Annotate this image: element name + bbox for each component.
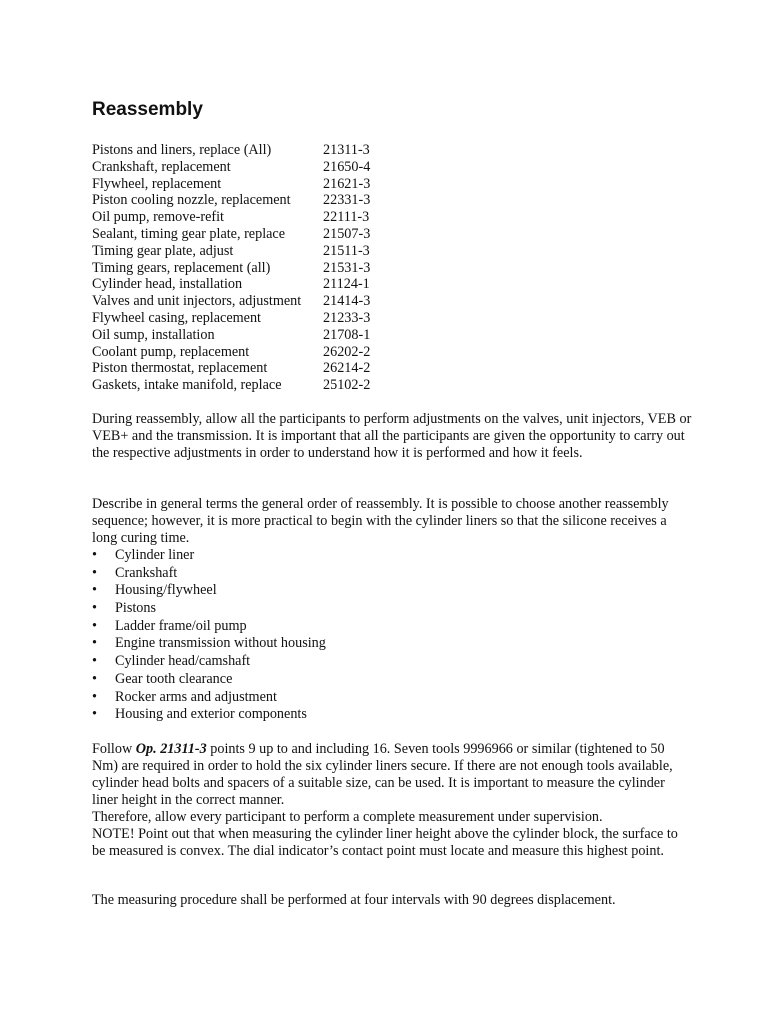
- list-item-text: Gear tooth clearance: [115, 670, 233, 687]
- list-item-text: Housing and exterior components: [115, 706, 307, 723]
- operation-row: [92, 310, 692, 327]
- bullet-icon: •: [92, 706, 97, 723]
- operation-code: 21531-3: [323, 259, 371, 276]
- bullet-icon: •: [92, 617, 97, 634]
- operation-row: [92, 344, 692, 361]
- operation-code: 21650-4: [323, 158, 371, 175]
- list-item: [92, 547, 652, 565]
- list-item: [92, 706, 652, 724]
- list-item-text: Cylinder head/camshaft: [115, 653, 251, 670]
- operation-name: Flywheel casing, replacement: [92, 309, 262, 326]
- operation-name: Coolant pump, replacement: [92, 343, 250, 360]
- operation-code: 22111-3: [323, 209, 370, 226]
- paragraph-measuring-procedure: The measuring procedure shall be performed at four intervals with 90 degrees displacement.: [92, 892, 616, 908]
- paragraph-follow-op: [92, 741, 692, 860]
- operation-code: 21511-3: [323, 242, 370, 259]
- bullet-icon: •: [92, 635, 97, 652]
- operation-row: [92, 159, 692, 176]
- operation-row: [92, 360, 692, 377]
- bullet-icon: •: [92, 600, 97, 617]
- operation-name: Oil pump, remove-refit: [92, 209, 224, 226]
- operation-code: 21621-3: [323, 175, 371, 192]
- operation-name: Cylinder head, installation: [92, 276, 243, 293]
- operation-row: [92, 293, 692, 310]
- operations-list: [92, 142, 692, 394]
- list-item: [92, 582, 652, 600]
- supervision-line: Therefore, allow every participant to perform a complete measurement under supervision.: [92, 809, 603, 825]
- operation-name: Piston thermostat, replacement: [92, 360, 268, 377]
- operation-row: [92, 276, 692, 293]
- list-item: [92, 600, 652, 618]
- list-item-text: Engine transmission without housing: [115, 635, 326, 652]
- operation-row: [92, 192, 692, 209]
- list-item-text: Rocker arms and adjustment: [115, 688, 277, 705]
- operation-name: Pistons and liners, replace (All): [92, 142, 272, 158]
- operation-row: [92, 327, 692, 344]
- operation-row: [92, 226, 692, 243]
- operation-row: [92, 377, 692, 394]
- list-item-text: Ladder frame/oil pump: [115, 617, 247, 634]
- operation-code: 21311-3: [323, 142, 370, 158]
- bullet-icon: •: [92, 670, 97, 687]
- list-item-text: Crankshaft: [115, 564, 178, 581]
- operation-name: Sealant, timing gear plate, replace: [92, 225, 286, 242]
- reassembly-order-list: [92, 547, 652, 724]
- operation-code: 21124-1: [323, 276, 370, 293]
- op-reference: Op. 21311-3: [135, 741, 207, 757]
- operation-name: Oil sump, installation: [92, 326, 215, 343]
- operation-name: Piston cooling nozzle, replacement: [92, 192, 291, 209]
- note-line: NOTE! Point out that when measuring the cylinder liner height above the cylinder block, the surface to be measured is convex. The dial indicator’s contact point must locate and measure this highest point.: [92, 826, 678, 859]
- follow-lead: Follow: [92, 741, 136, 757]
- operation-code: 25102-2: [323, 377, 371, 394]
- operation-row: [92, 243, 692, 260]
- follow-rest: points 9 up to and including 16. Seven tools 9996966 or similar (tightened to 50 Nm) are required in order to hold the six cylinder liners secure. If there are not enough tools available, cylinder head bolts and spacers of a suitable size, can be used. It is important to measure the cylinder liner height in the correct manner.: [92, 741, 673, 808]
- list-item-text: Pistons: [115, 600, 157, 617]
- bullet-icon: •: [92, 564, 97, 581]
- list-item: [92, 565, 652, 583]
- bullet-icon: •: [92, 547, 97, 563]
- paragraph-reassembly-order: Describe in general terms the general order of reassembly. It is possible to choose another reassembly sequence; however, it is more practical to begin with the cylinder liners so that the silicone receives a long curing time.: [92, 496, 669, 546]
- operation-name: Gaskets, intake manifold, replace: [92, 377, 282, 394]
- operation-name: Flywheel, replacement: [92, 175, 222, 192]
- page-title: Reassembly: [92, 99, 203, 120]
- operation-code: 21507-3: [323, 225, 371, 242]
- operation-row: [92, 176, 692, 193]
- list-item-text: Housing/flywheel: [115, 582, 217, 599]
- operation-name: Valves and unit injectors, adjustment: [92, 293, 302, 310]
- bullet-icon: •: [92, 688, 97, 705]
- list-item: [92, 653, 652, 671]
- list-item: [92, 689, 652, 707]
- operation-row: [92, 142, 692, 159]
- paragraph-adjustments: During reassembly, allow all the participants to perform adjustments on the valves, unit injectors, VEB or VEB+ and the transmission. It is important that all the participants are given the opportunity to carry out the respective adjustments in order to understand how it is performed and how it feels.: [92, 411, 692, 461]
- list-item-text: Cylinder liner: [115, 547, 195, 563]
- operation-name: Timing gear plate, adjust: [92, 242, 234, 259]
- list-item: [92, 618, 652, 636]
- operation-code: 26214-2: [323, 360, 371, 377]
- operation-code: 21414-3: [323, 293, 371, 310]
- operation-row: [92, 260, 692, 277]
- operation-name: Crankshaft, replacement: [92, 158, 231, 175]
- bullet-icon: •: [92, 653, 97, 670]
- operation-name: Timing gears, replacement (all): [92, 259, 271, 276]
- operation-row: [92, 209, 692, 226]
- operation-code: 21708-1: [323, 326, 371, 343]
- list-item: [92, 671, 652, 689]
- list-item: [92, 635, 652, 653]
- operation-code: 26202-2: [323, 343, 371, 360]
- bullet-icon: •: [92, 582, 97, 599]
- operation-code: 22331-3: [323, 192, 371, 209]
- operation-code: 21233-3: [323, 309, 371, 326]
